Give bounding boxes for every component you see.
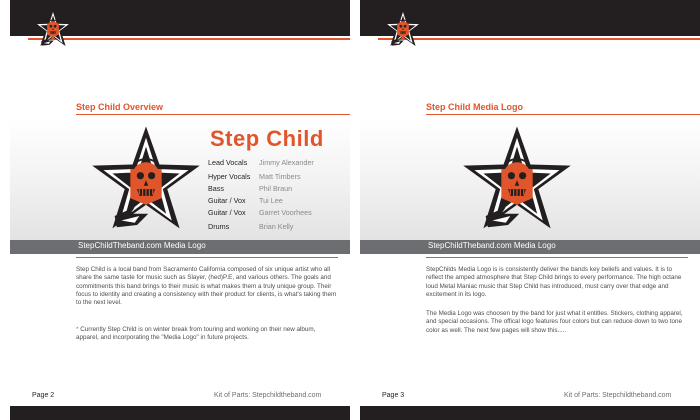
page-2 bbox=[10, 0, 350, 420]
star-skull-logo-icon bbox=[90, 124, 202, 242]
bottom-bar bbox=[10, 406, 350, 420]
media-logo-paragraph: StepChilds Media Logo is is consistently deliver the bands key beliefs and values. It is to reflect the amped atmosphere that Step Child brings to every performance. The high octane loud Metal Maniac music that Step Child has introduced, must carry over that edge and excitement in its logo. bbox=[426, 266, 682, 298]
member-name: Matt Timbers bbox=[259, 172, 301, 181]
overview-paragraph: Step Child is a local band from Sacramento California composed of six unique artist who all share the same taste for music such as Slayer, (hed)P.E, and various others. The goals and commitments this band brings to their music is what makes them a truly unique group. Their focus to identity and creating a consistency with their product for clients, is what's taking them to the next level. bbox=[76, 266, 337, 307]
caption-rule bbox=[426, 257, 688, 258]
caption-rule bbox=[76, 257, 338, 258]
member-name: Garret Voorhees bbox=[259, 208, 312, 217]
media-logo-usage-paragraph: The Media Logo was choosen by the band for just what it entitles. Stickers, clothing apparel, and special occasions. The offical logo features four colors but can reduce down to two tone color as well. The next few pages will show this..... bbox=[426, 310, 683, 334]
member-role: Drums bbox=[208, 222, 230, 231]
caption: StepChildTheband.com Media Logo bbox=[78, 241, 206, 250]
member-name: Brian Kelly bbox=[259, 222, 294, 231]
member-role: Hyper Vocals bbox=[208, 172, 251, 181]
header-rule bbox=[28, 38, 350, 40]
member-role: Lead Vocals bbox=[208, 158, 248, 167]
star-skull-logo-icon bbox=[32, 0, 74, 58]
star-skull-logo-icon bbox=[461, 124, 573, 242]
page-3 bbox=[360, 0, 700, 420]
brand-title: Step Child bbox=[210, 126, 324, 151]
caption: StepChildTheband.com Media Logo bbox=[428, 241, 556, 250]
member-name: Phil Braun bbox=[259, 184, 293, 193]
star-skull-logo-icon bbox=[382, 0, 424, 58]
footer-text: Kit of Parts: Stepchildtheband.com bbox=[564, 392, 672, 399]
member-role: Bass bbox=[208, 184, 224, 193]
member-role: Guitar / Vox bbox=[208, 208, 246, 217]
member-name: Jimmy Alexander bbox=[259, 158, 314, 167]
bottom-bar bbox=[360, 406, 700, 420]
header-rule bbox=[378, 38, 700, 40]
member-role: Guitar / Vox bbox=[208, 196, 246, 205]
section-rule bbox=[426, 114, 700, 115]
section-rule bbox=[76, 114, 350, 115]
member-name: Tui Lee bbox=[259, 196, 283, 205]
note-paragraph bbox=[76, 326, 338, 343]
section-title: Step Child Overview bbox=[76, 102, 164, 112]
bullet-asterisk: * bbox=[76, 326, 79, 333]
page-number: Page 3 bbox=[382, 392, 405, 399]
note-text: Currently Step Child is on winter break from touring and working on their new album, apparel, and incorporating the "Media Logo" in future projects. bbox=[76, 326, 316, 342]
section-title: Step Child Media Logo bbox=[426, 102, 523, 112]
page-number: Page 2 bbox=[32, 392, 55, 399]
footer-text: Kit of Parts: Stepchildtheband.com bbox=[214, 392, 322, 399]
